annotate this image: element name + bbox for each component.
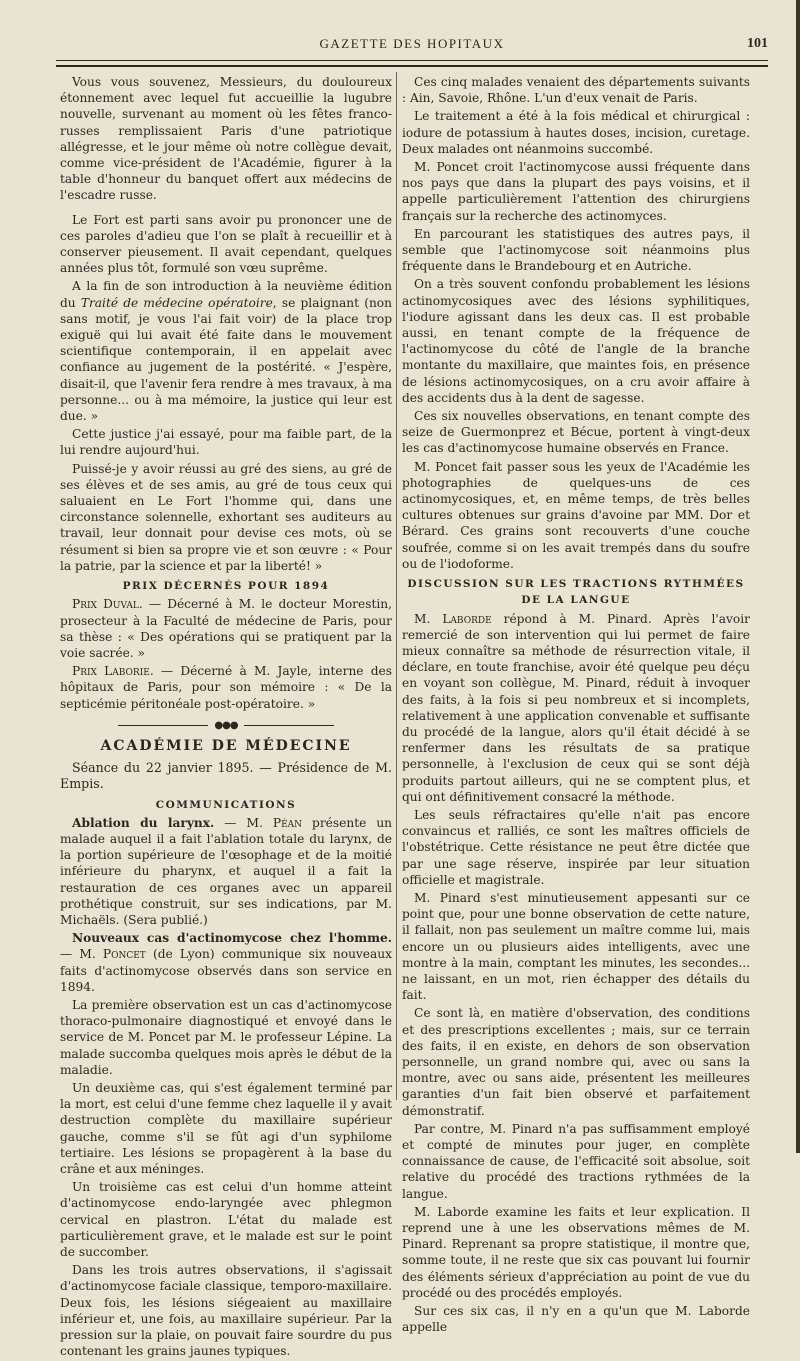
paragraph — [402, 611, 750, 805]
paragraph — [60, 663, 392, 712]
prix-heading: PRIX DÉCERNÉS POUR 1894 — [122, 580, 330, 593]
paragraph: Vous vous souvenez, Messieurs, du douloureux étonnement avec lequel fut accueillie la lugubre nouvelle, survenant au moment où les fêtes franco-russes remplissaient Paris d'une patriotique allégresse, et le jour même où notre collègue devait, comme vice-président de l'Académie, figurer à la table d'honneur du banquet offert aux médecins de l'escadre russe. — [60, 75, 392, 203]
paragraph — [60, 278, 392, 424]
text-run: (de Lyon) communique six nouveaux faits d'actinomycose observés dans son service en 1894. — [60, 947, 392, 994]
paragraph: Ce sont là, en matière d'observation, des conditions et des prescriptions excellentes ; mais, sur ce terrain des faits, il en existe, en dehors de son observation personnelle, un grand nombre qui, avec ou sans la montre, avec ou sans aide, présentent les meilleures garanties d'un fait bien observé et parfaitement démonstratif. — [402, 1006, 750, 1118]
column-divider — [396, 72, 397, 1100]
heading-line: DISCUSSION SUR LES TRACTIONS RYTHMÉES — [407, 578, 745, 591]
paragraph: Un deuxième cas, qui s'est également terminé par la mort, est celui d'une femme chez laquelle il y avait destruction complète du maxillaire supérieur gauche, comme s'il se fût agi d'un syphilome tertiaire. Les lésions se propagèrent à la base du crâne et aux méninges. — [60, 1080, 392, 1176]
paragraph: Dans les trois autres observations, il s'agissait d'actinomycose faciale classique, temporo-maxillaire. Deux fois, les lésions siégeaient au maxillaire inférieur et, une fois, au maxillaire supérieur. Par la pression sur la plaie, on pouvait faire sourdre du pus contenant les grains jaunes typiques. — [60, 1263, 392, 1359]
paragraph: M. Poncet croit l'actinomycose aussi fréquente dans nos pays que dans la plupart des pays voisins, et il appelle particulièrement l'attention des chirurgiens français sur la recherche des actinomyces. — [402, 160, 750, 223]
paragraph: Par contre, M. Pinard n'a pas suffisamment employé et compté de minutes pour juger, en complète connaissance de cause, de l'efficacité soit absolue, soit relative du procédé des tractions rythmées de la langue. — [402, 1121, 750, 1201]
text-run: A la fin de son introduction à la neuvième édition du — [60, 279, 392, 310]
paragraph: M. Poncet fait passer sous les yeux de l'Académie les photographies de quelques-uns de ces actinomycosiques, et, en même temps, de très belles cultures obtenues sur grains d'avoine par MM. Dor et Bérard. Ces grains sont recouverts d'une couche soufrée, comme si on les avait trempés dans du soufre ou de l'iodoforme. — [402, 459, 750, 571]
author-name: M. Laborde — [414, 611, 492, 626]
paragraph: M. Pinard s'est minutieusement appesanti sur ce point que, pour une bonne observation de cette nature, il fallait, non pas seulement un maître comme lui, mais encore un ou plusieurs aides intelligents, avec une montre à la main, comptant les minutes, les secondes... ne laissant, en un mot, rien échapper des détails du fait. — [402, 890, 750, 1003]
academie-heading: ACADÉMIE DE MÉDECINE — [100, 737, 352, 754]
discussion-heading — [402, 576, 750, 608]
paragraph: Ablation du larynx. — M. Péan présente un malade auquel il a fait l'ablation totale du larynx, de la portion supérieure de l'œsophage et de la moitié inférieure du pharynx, et auquel il a fait la restauration de ces organes avec un appareil prothétique construit, sur ses indications, par M. Michaëls. (Sera publié.) — [60, 815, 393, 927]
paragraph: Un troisième cas est celui d'un homme atteint d'actinomycose endo-laryngée avec phlegmon cervical en plastron. L'état du malade est particulièrement grave, et le malade est sur le point de succomber. — [60, 1180, 392, 1260]
header-rule-thick — [56, 65, 768, 67]
text-run: répond à M. Pinard. Après l'avoir remercié de son intervention qui lui permet de faire mieux connaître sa méthode de résurrection vitale, il déclare, en toute franchise, avoir été quelque peu déçu en voyant son collègue, M. Pinard, réduit à invoquer des faits, à la fois si peu nombreux et si incomplets, relativement à une application convenable et suffisante du procédé de la langue, alors qu'il était décidé à se renfermer dans les résultats de sa pratique personnelle, à l'exclusion de ceux qui se sont déjà produits partout ailleurs, qui ne se comptent plus, et qui ont définitivement consacré la méthode. — [402, 611, 750, 804]
section-ornament: ●●● — [60, 718, 392, 734]
paragraph: Les seuls réfractaires qu'elle n'ait pas encore convaincus et ralliés, ce sont les maîtres officiels de l'obstétrique. Cette résistance ne peut être dictée que par une sage réserve, inspirée par leur situation officielle et magistrale. — [402, 807, 750, 887]
journal-title: GAZETTE DES HOPITAUX — [319, 36, 505, 51]
paragraph: Cette justice j'ai essayé, pour ma faible part, de la lui rendre aujourd'hui. — [60, 427, 392, 458]
communications-heading: COMMUNICATIONS — [155, 798, 297, 811]
runin-title: Ablation du larynx. — [72, 815, 215, 830]
running-header — [56, 36, 768, 54]
paragraph: Sur ces six cas, il n'y en a qu'un que M. Laborde appelle — [402, 1304, 750, 1335]
text-run: — Décerné à M. Jayle, interne des hôpitaux de Paris, pour son mémoire : « De la septicémie péritonéale post-opératoire. » — [60, 664, 393, 711]
heading-line: DE LA LANGUE — [521, 594, 631, 607]
paragraph: Le Fort est parti sans avoir pu prononcer une de ces paroles d'adieu que l'on se plaît à recueillir et à conserver pieusement. Il avait cependant, quelques années plus tôt, formulé son vœu suprême. — [60, 212, 392, 276]
paragraph: On a très souvent confondu probablement les lésions actinomycosiques avec des lésions syphilitiques, l'iodure agissant dans les deux cas. Il est probable aussi, en tenant compte de la fréquence de l'actinomycose du côté de l'angle de la branche montante du maxillaire, que maintes fois, en présence de lésions actinomycosiques, on a cru avoir affaire à des accidents dus à la dent de sagesse. — [402, 277, 750, 405]
right-column — [402, 74, 750, 1337]
paragraph: M. Laborde examine les faits et leur explication. Il reprend une à une les observations mêmes de M. Pinard. Reprenant sa propre statistique, il montre que, somme toute, il ne reste que six cas pouvant lui fournir des éléments sérieux d'appréciation au point de vue du procédé ou des procédés employés. — [402, 1204, 750, 1300]
page-number: 101 — [747, 36, 768, 51]
paragraph — [60, 596, 392, 661]
paragraph: Ces cinq malades venaient des départements suivants : Ain, Savoie, Rhône. L'un d'eux venait de Paris. — [402, 75, 750, 106]
text-run: présente un malade auquel il a fait l'ablation totale du larynx, de la portion supérieure de l'œsophage et de la moitié inférieure du pharynx, et auquel il a fait la restauration de ces organes avec un appareil prothétique construit, sur ses indications, par M. Michaëls. (Sera publié.) — [60, 815, 393, 927]
paragraph: Ces six nouvelles observations, en tenant compte des seize de Guermonprez et Bécue, portent à vingt-deux les cas d'actinomycose humaine observés en France. — [402, 409, 750, 456]
runin-title: Nouveaux cas d'actinomycose chez l'homme. — [72, 931, 392, 946]
prize-name: Prix Duval. — [72, 597, 143, 612]
left-column — [60, 74, 392, 1361]
prize-name: Prix Laborie. — [72, 664, 154, 679]
text-run: , se plaignant (non sans motif, je vous l'ai fait voir) de la place trop exiguë qui lui avait été faite dans le mouvement scientifique contemporain, il en appelait avec confiance au jugement de la postérité. « J'espère, disait-il, que l'avenir fera rendre à mes travaux, à ma personne... ou à ma mémoire, la justice qui leur est due. » — [60, 295, 392, 424]
book-title: Traité de médecine opératoire — [80, 295, 273, 310]
page-edge — [796, 0, 800, 1153]
session-line: Séance du 22 janvier 1895. — Présidence de M. Empis. — [60, 760, 392, 792]
paragraph: La première observation est un cas d'actinomycose thoraco-pulmonaire diagnostiqué et envoyé dans le service de M. Poncet par M. le professeur Lépine. La malade succomba quelques mois après le début de la maladie. — [60, 997, 392, 1077]
paragraph: Le traitement a été à la fois médical et chirurgical : iodure de potassium à hautes doses, incision, curetage. Deux malades ont néanmoins succombé. — [402, 109, 750, 156]
paragraph: Puissé-je y avoir réussi au gré des siens, au gré de ses élèves et de ses amis, au gré de tous ceux qui saluaient en Le Fort l'homme qui, dans une circonstance solennelle, exhortant ses auditeurs au travail, leur donnait pour devise ces mots, où se résument si bien sa propre vie et son œuvre : « Pour la patrie, par la science et par la liberté! » — [60, 461, 392, 573]
text-run: — Décerné à M. le docteur Morestin, prosecteur à la Faculté de médecine de Paris, pour sa thèse : « Des opérations qui se pratiquent par la voie sacrée. » — [60, 597, 392, 660]
author-name: M. Poncet — [79, 947, 146, 962]
paragraph: Nouveaux cas d'actinomycose chez l'homme. — M. Poncet (de Lyon) communique six nouveaux faits d'actinomycose observés dans son service en 1894. — [60, 931, 392, 994]
paragraph: En parcourant les statistiques des autres pays, il semble que l'actinomycose soit néanmoins plus fréquente dans le Brandebourg et en Autriche. — [402, 226, 750, 274]
header-rule-thin — [56, 60, 768, 61]
author-name: M. Péan — [246, 815, 303, 830]
